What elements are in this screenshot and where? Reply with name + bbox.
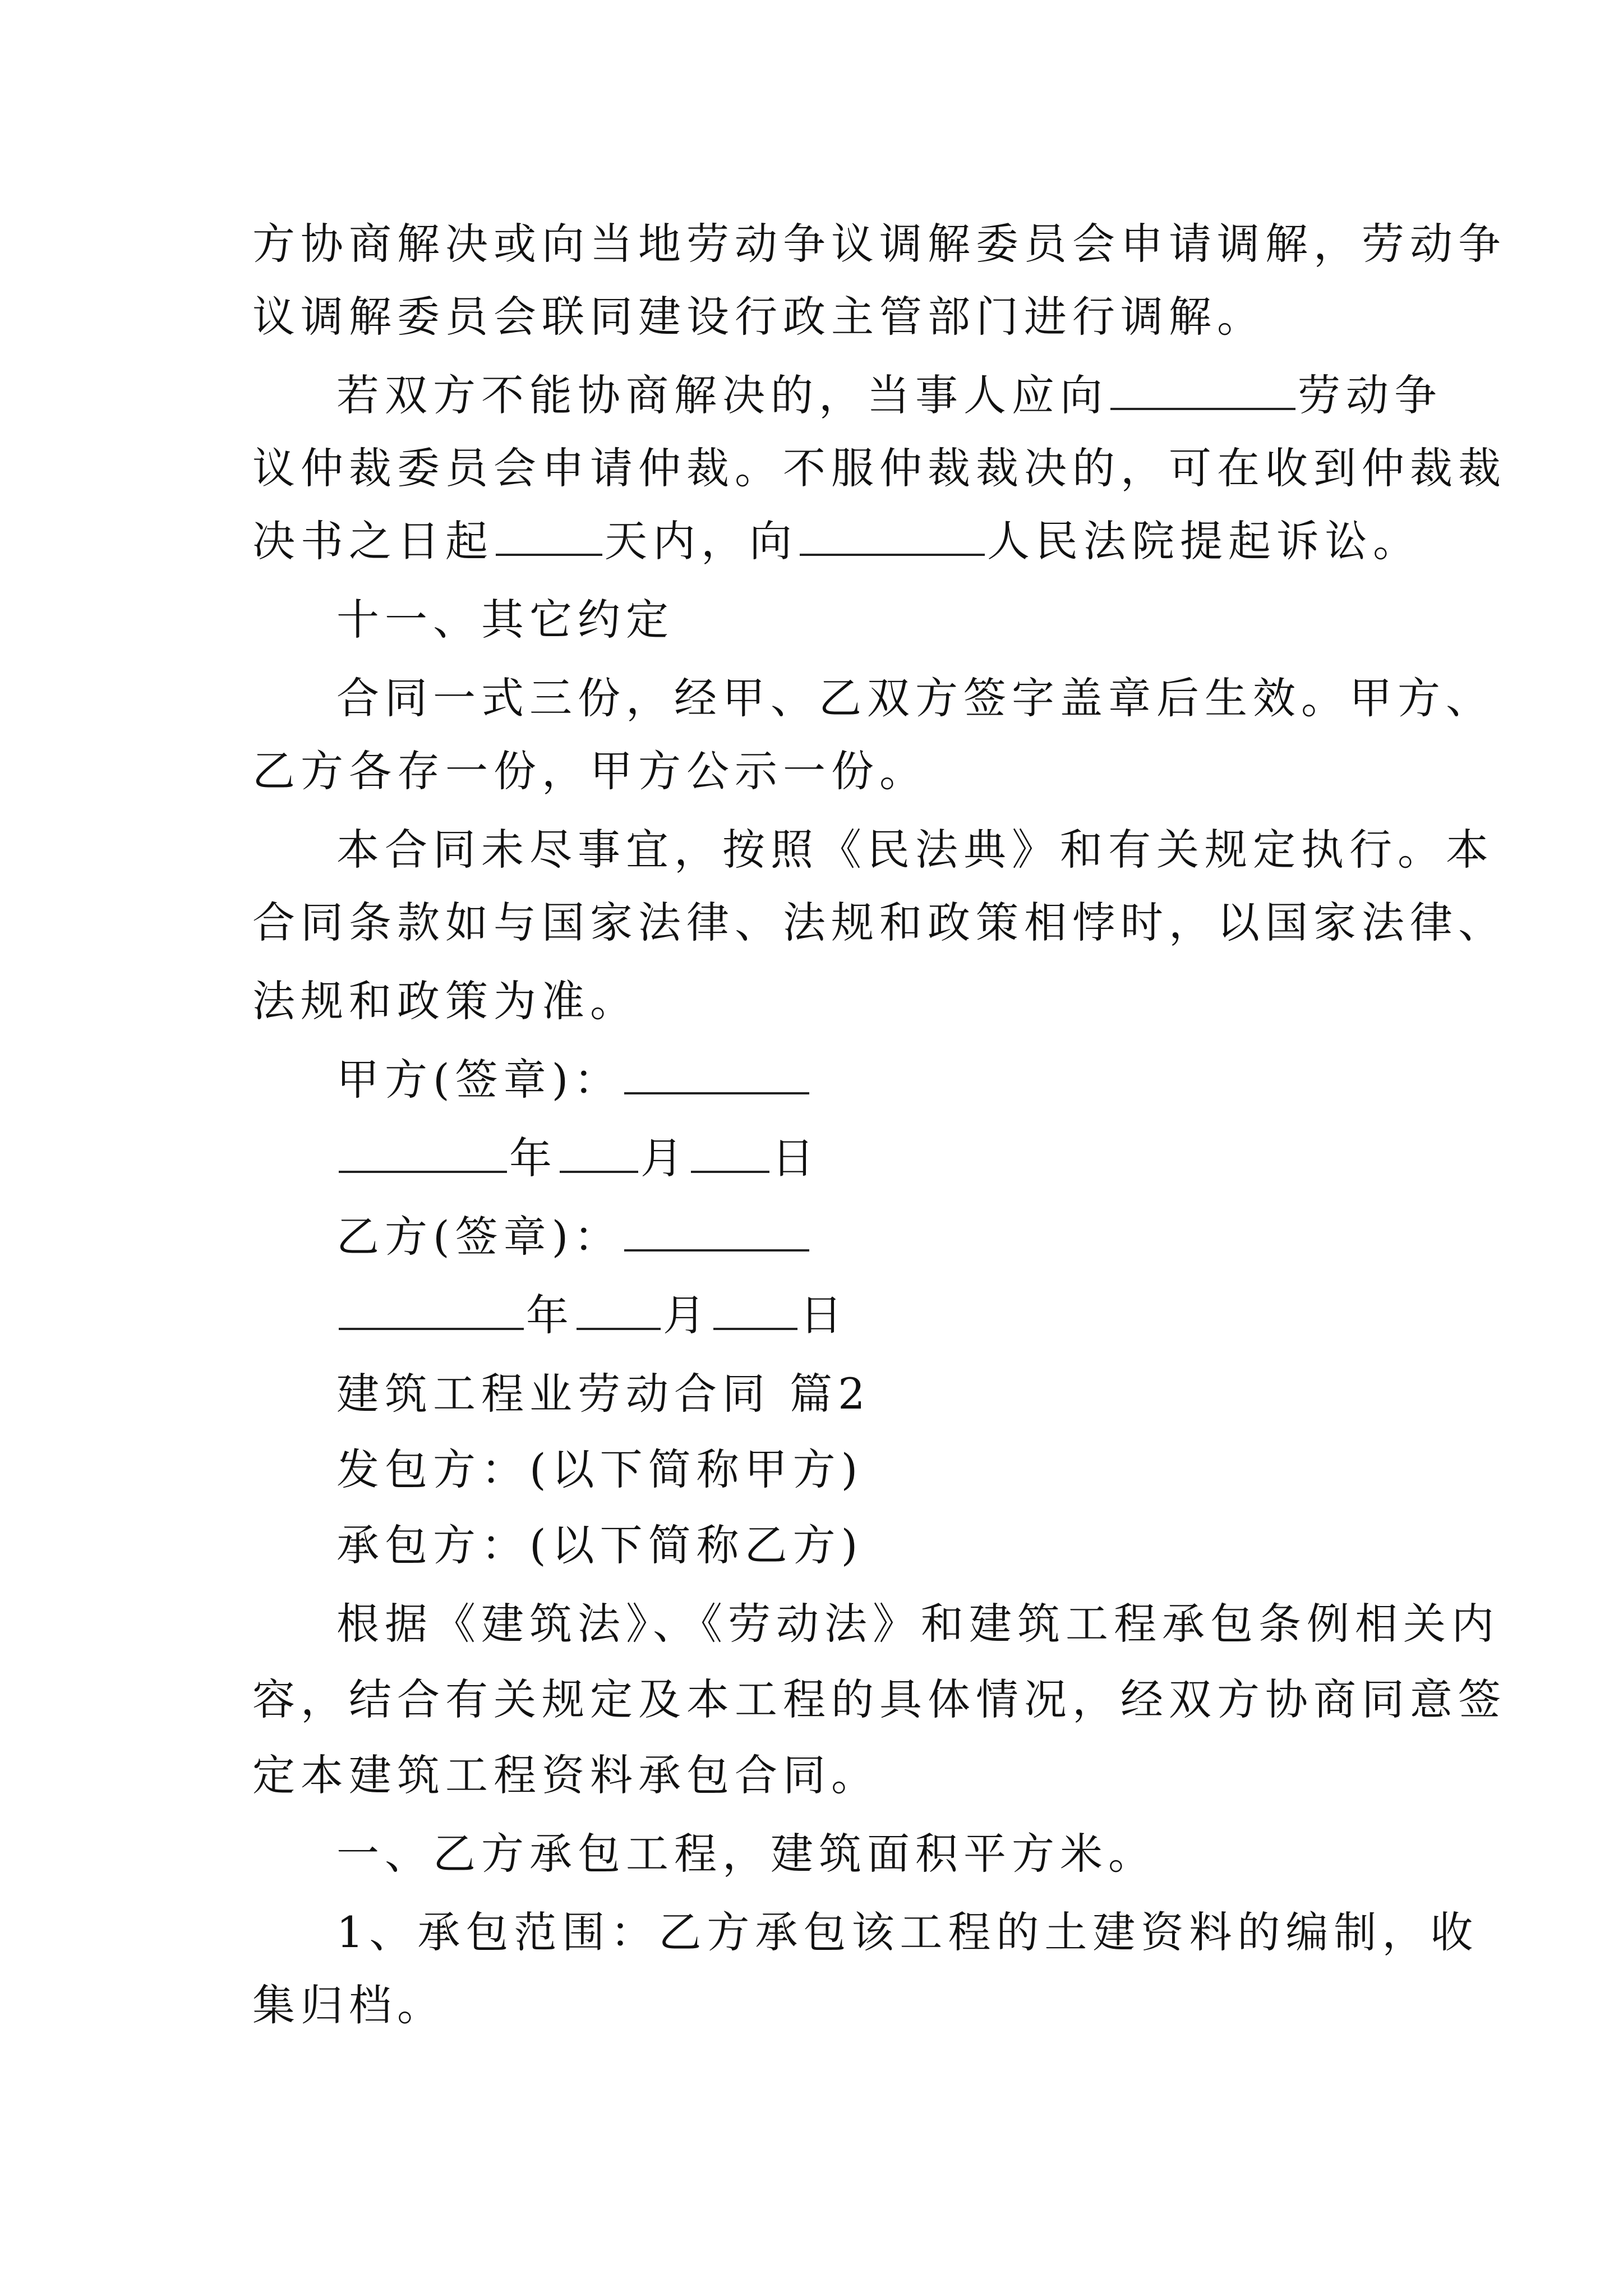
party-b-signature (336, 1198, 1514, 1276)
text: 承包方：(以下简称乙方) (336, 1520, 864, 1570)
party-a-date (336, 1119, 1514, 1198)
text: 集归档。 (252, 1980, 445, 2030)
text: 甲方(签章)： (336, 1055, 623, 1105)
paragraph-line (336, 1893, 1514, 1972)
text: 发包方：(以下简称甲方) (336, 1444, 864, 1494)
fill-blank (496, 519, 602, 556)
paragraph-line (252, 884, 1506, 962)
text: 天内，向 (605, 516, 797, 566)
paragraph-line (252, 205, 1506, 283)
paragraph-line (252, 429, 1506, 508)
section-heading (336, 581, 1514, 659)
paragraph-line (252, 732, 1430, 811)
text: 日 (772, 1133, 820, 1183)
month-blank (560, 1136, 638, 1173)
year-blank (339, 1293, 524, 1330)
signature-blank (624, 1214, 809, 1251)
paragraph-line (252, 278, 1430, 356)
paragraph-line (252, 1966, 1430, 2045)
text: 合同条款如与国家法律、法规和政策相悖时，以国家法律、 (252, 898, 1506, 947)
text: 议仲裁委员会申请仲裁。不服仲裁裁决的，可在收到仲裁裁 (252, 443, 1506, 493)
party-b-date (336, 1276, 1514, 1355)
year-blank (339, 1136, 507, 1173)
section-heading (336, 1815, 1514, 1893)
contract-title (336, 1355, 1514, 1433)
text: 年 (526, 1290, 574, 1340)
text: 本合同未尽事宜，按照《民法典》和有关规定执行。本 (336, 825, 1494, 875)
paragraph-line (336, 659, 1514, 738)
fill-blank (1110, 373, 1295, 410)
text: 容，结合有关规定及本工程的具体情况，经双方协商同意签 (252, 1674, 1506, 1724)
text: 月 (640, 1133, 689, 1183)
text: 根据《建筑法》、《劳动法》和建筑工程承包条例相关内 (336, 1599, 1500, 1649)
text: 1、承包范围：乙方承包该工程的土建资料的编制，收 (336, 1907, 1479, 1957)
text: 若双方不能协商解决的，当事人应向 (336, 370, 1108, 420)
party-a-signature (336, 1041, 1514, 1119)
text: 议调解委员会联同建设行政主管部门进行调解。 (252, 292, 1265, 342)
text: 决书之日起 (252, 516, 494, 566)
day-blank (713, 1293, 797, 1330)
paragraph-line-lawsuit (252, 502, 1430, 581)
text: 方协商解决或向当地劳动争议调解委员会申请调解，劳动争 (252, 219, 1506, 269)
text: 建筑工程业劳动合同 篇2 (336, 1369, 871, 1419)
paragraph-line (336, 1585, 1514, 1663)
signature-blank (624, 1057, 809, 1094)
paragraph-line (336, 811, 1514, 889)
text: 法规和政策为准。 (252, 976, 638, 1026)
text: 一、乙方承包工程，建筑面积平方米。 (336, 1829, 1156, 1879)
paragraph-line (252, 1736, 1430, 1815)
text: 定本建筑工程资料承包合同。 (252, 1750, 879, 1800)
text: 年 (509, 1133, 557, 1183)
employer-line (336, 1430, 1514, 1509)
text: 日 (800, 1290, 848, 1340)
contractor-line (336, 1506, 1514, 1585)
paragraph-line (252, 1660, 1506, 1739)
text: 人民法院提起诉讼。 (987, 516, 1421, 566)
text: 十一、其它约定 (336, 595, 674, 645)
text: 劳动争 (1298, 370, 1442, 420)
text: 月 (663, 1290, 711, 1340)
text: 乙方(签章)： (336, 1212, 623, 1262)
fill-blank (800, 519, 985, 556)
text: 乙方各存一份，甲方公示一份。 (252, 746, 928, 796)
text: 合同一式三份，经甲、乙双方签字盖章后生效。甲方、 (336, 673, 1494, 723)
paragraph-line-arbitration (336, 356, 1514, 435)
month-blank (577, 1293, 661, 1330)
paragraph-line (252, 962, 1430, 1041)
day-blank (691, 1136, 769, 1173)
